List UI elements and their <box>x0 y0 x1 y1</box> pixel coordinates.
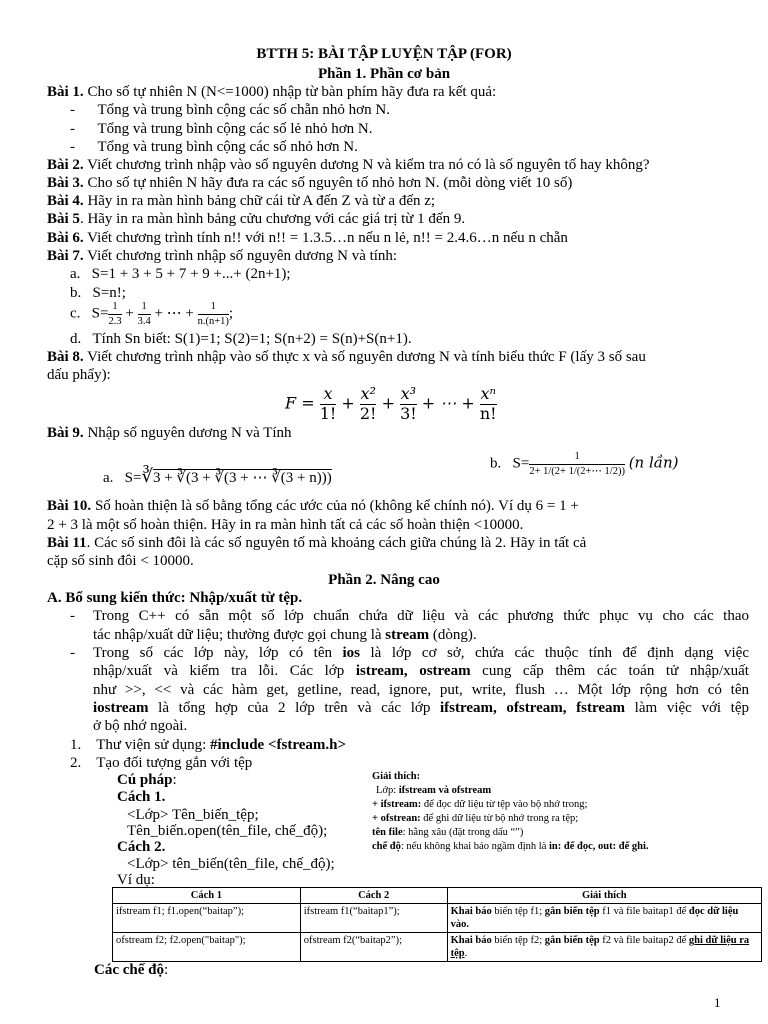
explain-line3: + ofstrean: để ghi dữ liệu từ bộ nhớ trong ra tệp; <box>372 813 579 824</box>
bullet-dash: - <box>70 608 75 624</box>
list-item: d. Tính Sn biết: S(1)=1; S(2)=1; S(n+2) = S(n)+S(n+1). <box>70 331 412 347</box>
page-title: BTTH 5: BÀI TẬP LUYỆN TẬP (FOR) <box>256 46 512 62</box>
formula-9a: a. S=∛3 + ∛(3 + ∛(3 + ⋯ ∛(3 + n))) <box>103 466 332 486</box>
exercise-11-cont: cặp số sinh đôi < 10000. <box>47 553 194 569</box>
table-header: Giải thích <box>447 888 761 904</box>
formula-9b: b. S= $\frac{1}{2+ 1/(2+ 1/(2+\cdots 1/2))}$ (n lần) <box>490 451 679 477</box>
method-1-label: Cách 1. <box>117 789 166 805</box>
table-cell: Khai báo biến tệp f1; gắn biến tệp f1 và file baitap1 để đọc dữ liệu vào. <box>447 904 761 933</box>
para-2-line5: ở bộ nhớ ngoài. <box>93 718 188 734</box>
exercise-11: Bài 11. Các số sinh đôi là các số nguyên tố mà khoảng cách giữa chúng là 2. Hãy in tất cả <box>47 535 587 551</box>
syntax-label: Cú pháp: <box>117 772 177 788</box>
method-1-line2: Tên_biến.open(tên_file, chế_độ); <box>127 823 328 839</box>
explain-line1: Lớp: ifstream và ofstream <box>376 785 492 796</box>
numbered-item-2: 2. Tạo đối tượng gắn với tệp <box>70 755 253 771</box>
table-cell: ofstream f2(“baitap2”); <box>300 933 447 962</box>
example-table <box>112 887 762 962</box>
table-header-row <box>113 888 762 904</box>
numbered-item-1: 1. Thư viện sử dụng: #include <fstream.h> <box>70 737 346 753</box>
explain-title: Giải thích: <box>372 771 421 782</box>
list-item: - Tổng và trung bình cộng các số lẻ nhỏ hơn N. <box>70 121 373 137</box>
exercise-1: Bài 1. Cho số tự nhiên N (N<=1000) nhập từ bàn phím hãy đưa ra kết quả: <box>47 84 497 100</box>
list-item: - Tổng và trung bình cộng các số chẵn nhỏ hơn N. <box>70 102 390 118</box>
exercise-8-cont: dấu phẩy): <box>47 367 111 383</box>
table-header: Cách 2 <box>300 888 447 904</box>
exercise-8: Bài 8. Viết chương trình nhập vào số thực x và số nguyên dương N và tính biểu thức F (lấy 3 số sau <box>47 349 646 365</box>
section-a-heading: A. Bổ sung kiến thức: Nhập/xuất từ tệp. <box>47 590 303 606</box>
bullet-dash: - <box>70 645 75 661</box>
para-2-line4: iostream là tổng hợp của 2 lớp trên và các lớp ifstream, ofstream, fstream làm việc với tệp <box>93 700 750 716</box>
table-row <box>113 904 762 933</box>
list-item: - Tổng và trung bình cộng các số nhỏ hơn N. <box>70 139 358 155</box>
explain-line4: tên file: hằng xâu (đặt trong dấu “”) <box>372 827 524 838</box>
list-item: b. S=n!; <box>70 285 126 301</box>
exercise-10-cont: 2 + 3 là một số hoàn thiện. Hãy in ra màn hình tất cả các số hoàn thiện <10000. <box>47 517 524 533</box>
para-2-line3: như >>, << và các hàm get, getline, read, ignore, put, write, flush … Một lớp rộng hơn có tên <box>93 682 749 698</box>
part1-heading: Phần 1. Phần cơ bản <box>317 66 451 82</box>
formula-8: F = $\frac{x}{1!}$ + $\frac{\text{x²}}{2!}$ + $\frac{\text{x³}}{3!}$ + ⋯ + $\frac{\text{xⁿ}}{n!}$ <box>285 384 497 423</box>
page-number: 1 <box>714 995 721 1010</box>
exercise-9: Bài 9. Nhập số nguyên dương N và Tính <box>47 425 292 441</box>
method-1-line1: <Lớp> Tên_biến_tệp; <box>127 807 259 823</box>
table-cell: Khai báo biến tệp f2; gắn biến tệp f2 và file baitap2 để ghi dữ liệu ra tệp. <box>447 933 761 962</box>
exercise-7: Bài 7. Viết chương trình nhập số nguyên dương N và tính: <box>47 248 398 264</box>
table-cell: ifstream f1(“baitap1”); <box>300 904 447 933</box>
example-label: Ví dụ: <box>117 872 155 888</box>
exercise-3: Bài 3. Cho số tự nhiên N hãy đưa ra các số nguyên tố nhỏ hơn N. (mỗi dòng viết 10 số) <box>47 175 573 191</box>
exercise-4: Bài 4. Hãy in ra màn hình bảng chữ cái từ A đến Z và từ a đến z; <box>47 193 436 209</box>
list-item: a. S=1 + 3 + 5 + 7 + 9 +...+ (2n+1); <box>70 266 291 282</box>
formula-7c: c. S= $\frac{1}{2.3}$ + $\frac{1}{3.4}$ + ⋯ + $\frac{1}{n.(n+1)}$ ; <box>70 301 234 327</box>
modes-heading: Các chế độ: <box>94 962 169 978</box>
para-1-line1: Trong C++ có sẵn một số lớp chuẩn chứa dữ liệu và các phương thức phục vụ cho các thao <box>93 608 749 624</box>
para-2-line1: Trong số các lớp này, lớp có tên ios là lớp cơ sở, chứa các thuộc tính để định dạng việc <box>93 645 749 661</box>
exercise-10: Bài 10. Số hoàn thiện là số bằng tổng các ước của nó (không kể chính nó). Ví dụ 6 = 1 + <box>47 498 579 514</box>
explain-line5: chế độ: nếu không khai báo ngầm định là in: để đọc, out: để ghi. <box>372 841 649 852</box>
method-2-line1: <Lớp> tên_biến(tên_file, chế_độ); <box>127 856 335 872</box>
table-row <box>113 933 762 962</box>
para-2-line2: nhập/xuất và kiểm tra lỗi. Các lớp istream, ostream cung cấp thêm các toán tử nhập/xuất <box>93 663 749 679</box>
method-2-label: Cách 2. <box>117 839 166 855</box>
explain-line2: + ifstream: để đọc dữ liệu từ tệp vào bộ nhớ trong; <box>372 799 588 810</box>
para-1-line2: tác nhập/xuất dữ liệu; thường được gọi chung là stream (dòng). <box>93 627 477 643</box>
part2-heading: Phần 2. Nâng cao <box>328 572 440 588</box>
table-cell: ifstream f1; f1.open(“baitap”); <box>113 904 301 933</box>
table-cell: ofstream f2; f2.open("baitap"); <box>113 933 301 962</box>
exercise-2: Bài 2. Viết chương trình nhập vào số nguyên dương N và kiểm tra nó có là số nguyên tố hay không? <box>47 157 650 173</box>
exercise-5: Bài 5. Hãy in ra màn hình bảng cửu chương với các giá trị từ 1 đến 9. <box>47 211 466 227</box>
exercise-6: Bài 6. Viết chương trình tính n!! với n!! = 1.3.5…n nếu n lẻ, n!! = 2.4.6…n nếu n chẵn <box>47 230 568 246</box>
table-header: Cách 1 <box>113 888 301 904</box>
